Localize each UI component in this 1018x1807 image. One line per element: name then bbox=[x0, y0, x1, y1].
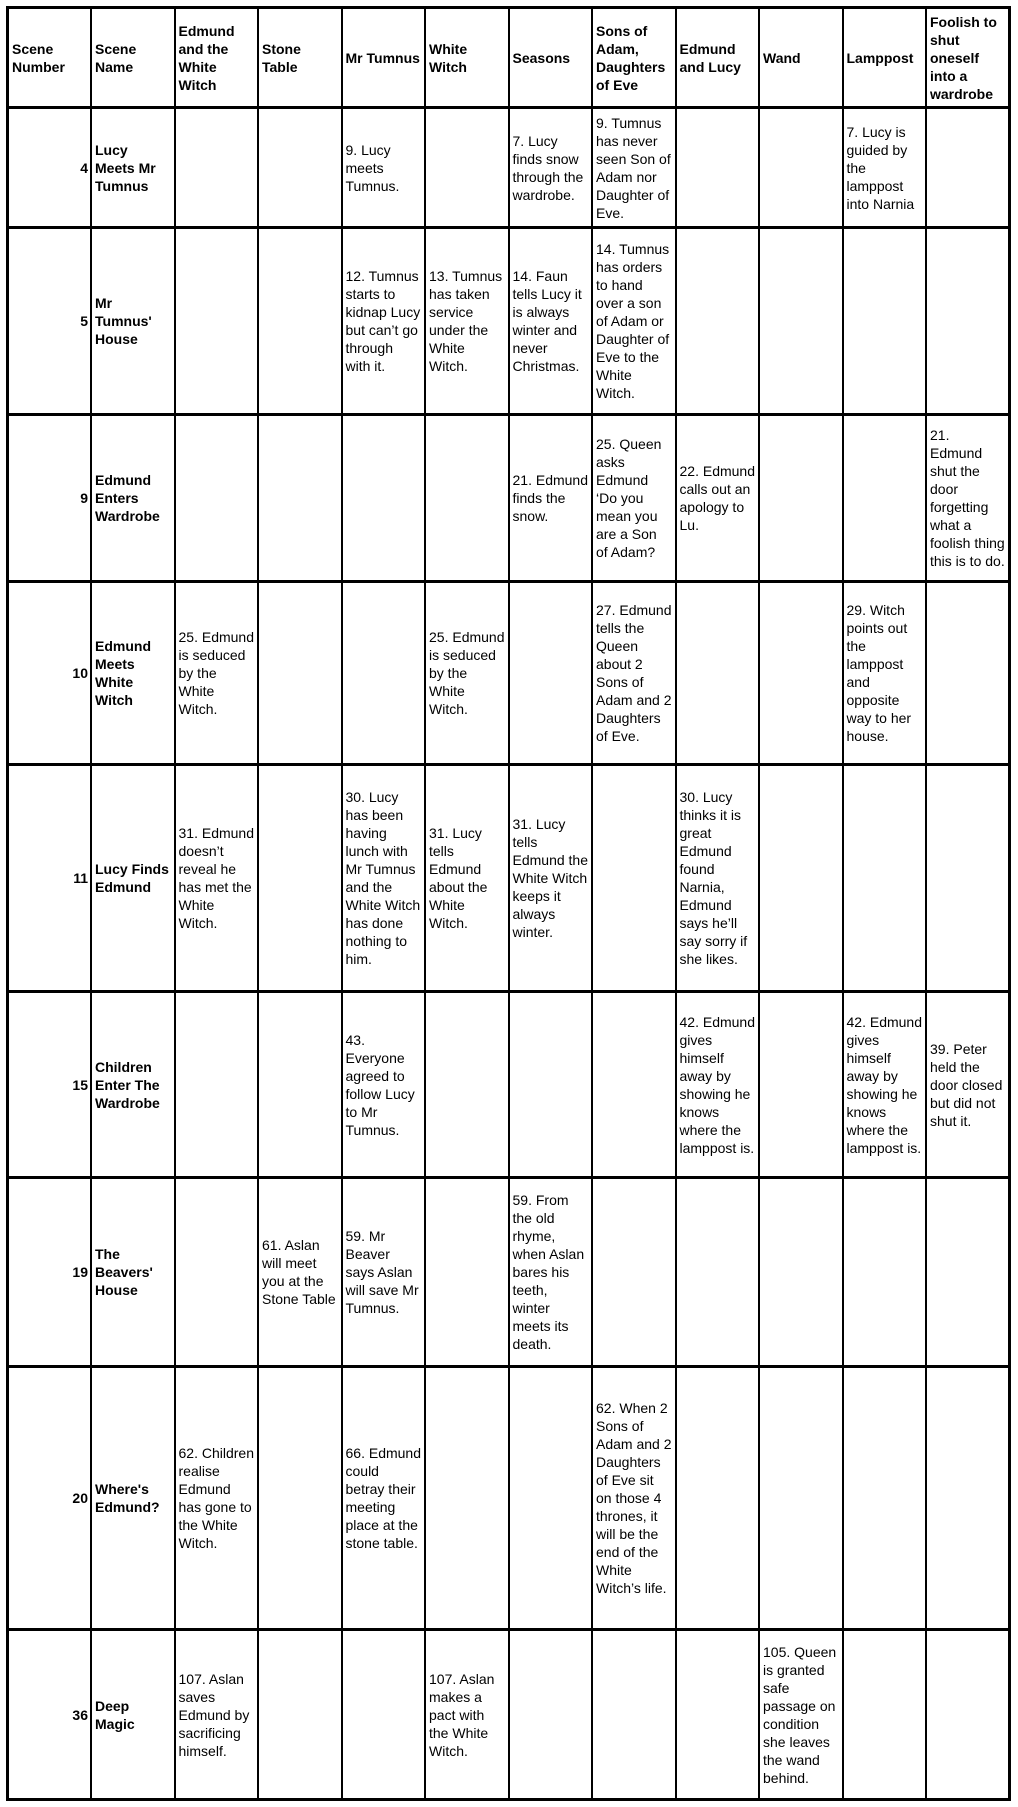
scene-note-cell: 7. Lucy finds snow through the wardrobe. bbox=[509, 108, 593, 228]
table-row bbox=[8, 228, 1010, 415]
scene-note-cell bbox=[926, 228, 1010, 415]
table-body bbox=[8, 108, 1010, 1800]
scene-note-cell bbox=[342, 1630, 426, 1800]
scene-note-cell: 21. Edmund finds the snow. bbox=[509, 415, 593, 582]
scene-note-cell bbox=[843, 1367, 927, 1630]
column-header: Scene Name bbox=[91, 8, 175, 108]
column-header: Edmund and Lucy bbox=[676, 8, 760, 108]
scene-note-cell bbox=[926, 1178, 1010, 1367]
scene-note-cell: 61. Aslan will meet you at the Stone Table bbox=[258, 1178, 342, 1367]
scene-note-cell bbox=[258, 415, 342, 582]
header-row bbox=[8, 8, 1010, 108]
scene-note-cell bbox=[175, 228, 259, 415]
scene-note-cell: 62. When 2 Sons of Adam and 2 Daughters of Eve sit on those 4 thrones, it will be the end of the White Witch’s life. bbox=[592, 1367, 676, 1630]
scene-note-cell bbox=[509, 582, 593, 765]
scene-note-cell bbox=[843, 765, 927, 992]
scene-note-cell bbox=[258, 108, 342, 228]
scene-note-cell bbox=[592, 1178, 676, 1367]
scene-note-cell bbox=[759, 582, 843, 765]
scene-note-cell bbox=[843, 415, 927, 582]
scene-number-cell: 36 bbox=[8, 1630, 92, 1800]
scene-note-cell: 31. Lucy tells Edmund the White Witch keeps it always winter. bbox=[509, 765, 593, 992]
table-row bbox=[8, 415, 1010, 582]
scene-note-cell bbox=[425, 415, 509, 582]
scene-note-cell: 29. Witch points out the lamppost and opposite way to her house. bbox=[843, 582, 927, 765]
scene-note-cell bbox=[926, 108, 1010, 228]
scene-name-cell: Edmund Enters Wardrobe bbox=[91, 415, 175, 582]
column-header: Scene Number bbox=[8, 8, 92, 108]
scene-note-cell: 59. Mr Beaver says Aslan will save Mr Tumnus. bbox=[342, 1178, 426, 1367]
scene-note-cell: 13. Tumnus has taken service under the White Witch. bbox=[425, 228, 509, 415]
scene-note-cell bbox=[759, 228, 843, 415]
scene-number-cell: 20 bbox=[8, 1367, 92, 1630]
scene-note-cell: 59. From the old rhyme, when Aslan bares his teeth, winter meets its death. bbox=[509, 1178, 593, 1367]
scene-note-cell bbox=[676, 228, 760, 415]
scene-number-cell: 19 bbox=[8, 1178, 92, 1367]
scene-note-cell bbox=[843, 1178, 927, 1367]
scene-note-cell: 25. Queen asks Edmund ‘Do you mean you are a Son of Adam? bbox=[592, 415, 676, 582]
scene-name-cell: Lucy Finds Edmund bbox=[91, 765, 175, 992]
table-row bbox=[8, 992, 1010, 1178]
scene-number-cell: 10 bbox=[8, 582, 92, 765]
scene-note-cell bbox=[175, 992, 259, 1178]
scene-note-cell: 25. Edmund is seduced by the White Witch. bbox=[175, 582, 259, 765]
scene-note-cell: 43. Everyone agreed to follow Lucy to Mr Tumnus. bbox=[342, 992, 426, 1178]
column-header: Edmund and the White Witch bbox=[175, 8, 259, 108]
scene-note-cell: 9. Lucy meets Tumnus. bbox=[342, 108, 426, 228]
scene-note-cell bbox=[425, 1367, 509, 1630]
scene-note-cell bbox=[425, 108, 509, 228]
scene-note-cell bbox=[592, 765, 676, 992]
scene-note-cell bbox=[258, 765, 342, 992]
scene-note-cell: 7. Lucy is guided by the lamppost into Narnia bbox=[843, 108, 927, 228]
scene-name-cell: Deep Magic bbox=[91, 1630, 175, 1800]
scene-note-cell bbox=[258, 582, 342, 765]
scene-note-cell: 31. Edmund doesn’t reveal he has met the White Witch. bbox=[175, 765, 259, 992]
scene-note-cell bbox=[175, 108, 259, 228]
scene-note-cell bbox=[926, 1367, 1010, 1630]
scene-number-cell: 11 bbox=[8, 765, 92, 992]
scene-number-cell: 4 bbox=[8, 108, 92, 228]
scene-note-cell: 107. Aslan saves Edmund by sacrificing himself. bbox=[175, 1630, 259, 1800]
scene-note-cell: 31. Lucy tells Edmund about the White Witch. bbox=[425, 765, 509, 992]
scene-note-cell bbox=[926, 582, 1010, 765]
scene-note-cell bbox=[425, 1178, 509, 1367]
scene-note-cell bbox=[759, 415, 843, 582]
table-row bbox=[8, 108, 1010, 228]
column-header: Sons of Adam, Daughters of Eve bbox=[592, 8, 676, 108]
scene-note-cell: 105. Queen is granted safe passage on condition she leaves the wand behind. bbox=[759, 1630, 843, 1800]
scene-note-cell: 14. Tumnus has orders to hand over a son of Adam or Daughter of Eve to the White Witch. bbox=[592, 228, 676, 415]
scene-note-cell bbox=[258, 228, 342, 415]
column-header: Stone Table bbox=[258, 8, 342, 108]
scene-note-cell bbox=[425, 992, 509, 1178]
scene-note-cell bbox=[676, 1630, 760, 1800]
scene-note-cell: 25. Edmund is seduced by the White Witch. bbox=[425, 582, 509, 765]
scene-note-cell: 12. Tumnus starts to kidnap Lucy but can’t go through with it. bbox=[342, 228, 426, 415]
scene-note-cell bbox=[759, 765, 843, 992]
scene-note-cell bbox=[258, 1630, 342, 1800]
scene-note-cell: 9. Tumnus has never seen Son of Adam nor Daughter of Eve. bbox=[592, 108, 676, 228]
scene-note-cell bbox=[843, 228, 927, 415]
scene-note-cell: 21. Edmund shut the door forgetting what a foolish thing this is to do. bbox=[926, 415, 1010, 582]
scene-note-cell: 42. Edmund gives himself away by showing he knows where the lamppost is. bbox=[843, 992, 927, 1178]
scene-note-cell bbox=[926, 1630, 1010, 1800]
column-header: Foolish to shut oneself into a wardrobe bbox=[926, 8, 1010, 108]
scene-note-cell bbox=[676, 1178, 760, 1367]
scene-note-cell bbox=[175, 415, 259, 582]
scene-note-cell bbox=[342, 582, 426, 765]
scene-note-cell bbox=[676, 582, 760, 765]
scene-note-cell bbox=[676, 1367, 760, 1630]
table-row bbox=[8, 1178, 1010, 1367]
table-row bbox=[8, 765, 1010, 992]
scene-name-cell: Lucy Meets Mr Tumnus bbox=[91, 108, 175, 228]
scene-analysis-table bbox=[6, 6, 1011, 1801]
scene-note-cell: 22. Edmund calls out an apology to Lu. bbox=[676, 415, 760, 582]
scene-number-cell: 15 bbox=[8, 992, 92, 1178]
scene-note-cell: 27. Edmund tells the Queen about 2 Sons of Adam and 2 Daughters of Eve. bbox=[592, 582, 676, 765]
scene-note-cell bbox=[759, 108, 843, 228]
scene-note-cell: 107. Aslan makes a pact with the White Witch. bbox=[425, 1630, 509, 1800]
scene-note-cell bbox=[342, 415, 426, 582]
scene-name-cell: Children Enter The Wardrobe bbox=[91, 992, 175, 1178]
scene-note-cell bbox=[592, 992, 676, 1178]
scene-note-cell bbox=[759, 1367, 843, 1630]
table-head bbox=[8, 8, 1010, 108]
scene-name-cell: Mr Tumnus' House bbox=[91, 228, 175, 415]
scene-note-cell bbox=[759, 1178, 843, 1367]
scene-note-cell bbox=[509, 992, 593, 1178]
column-header: White Witch bbox=[425, 8, 509, 108]
scene-note-cell: 30. Lucy has been having lunch with Mr Tumnus and the White Witch has done nothing to him. bbox=[342, 765, 426, 992]
scene-note-cell: 66. Edmund could betray their meeting place at the stone table. bbox=[342, 1367, 426, 1630]
scene-note-cell bbox=[592, 1630, 676, 1800]
scene-note-cell bbox=[843, 1630, 927, 1800]
table-row bbox=[8, 1367, 1010, 1630]
column-header: Wand bbox=[759, 8, 843, 108]
scene-note-cell bbox=[509, 1367, 593, 1630]
table-row bbox=[8, 1630, 1010, 1800]
column-header: Seasons bbox=[509, 8, 593, 108]
column-header: Lamppost bbox=[843, 8, 927, 108]
scene-note-cell: 39. Peter held the door closed but did not shut it. bbox=[926, 992, 1010, 1178]
scene-number-cell: 9 bbox=[8, 415, 92, 582]
scene-note-cell bbox=[509, 1630, 593, 1800]
scene-note-cell bbox=[676, 108, 760, 228]
table-row bbox=[8, 582, 1010, 765]
scene-note-cell bbox=[258, 992, 342, 1178]
scene-note-cell bbox=[759, 992, 843, 1178]
scene-note-cell: 30. Lucy thinks it is great Edmund found Narnia, Edmund says he’ll say sorry if she likes. bbox=[676, 765, 760, 992]
column-header: Mr Tumnus bbox=[342, 8, 426, 108]
scene-name-cell: Edmund Meets White Witch bbox=[91, 582, 175, 765]
scene-note-cell bbox=[175, 1178, 259, 1367]
scene-number-cell: 5 bbox=[8, 228, 92, 415]
scene-note-cell: 62. Children realise Edmund has gone to the White Witch. bbox=[175, 1367, 259, 1630]
scene-note-cell bbox=[258, 1367, 342, 1630]
scene-note-cell: 14. Faun tells Lucy it is always winter and never Christmas. bbox=[509, 228, 593, 415]
scene-note-cell: 42. Edmund gives himself away by showing he knows where the lamppost is. bbox=[676, 992, 760, 1178]
scene-name-cell: The Beavers' House bbox=[91, 1178, 175, 1367]
scene-name-cell: Where's Edmund? bbox=[91, 1367, 175, 1630]
scene-note-cell bbox=[926, 765, 1010, 992]
